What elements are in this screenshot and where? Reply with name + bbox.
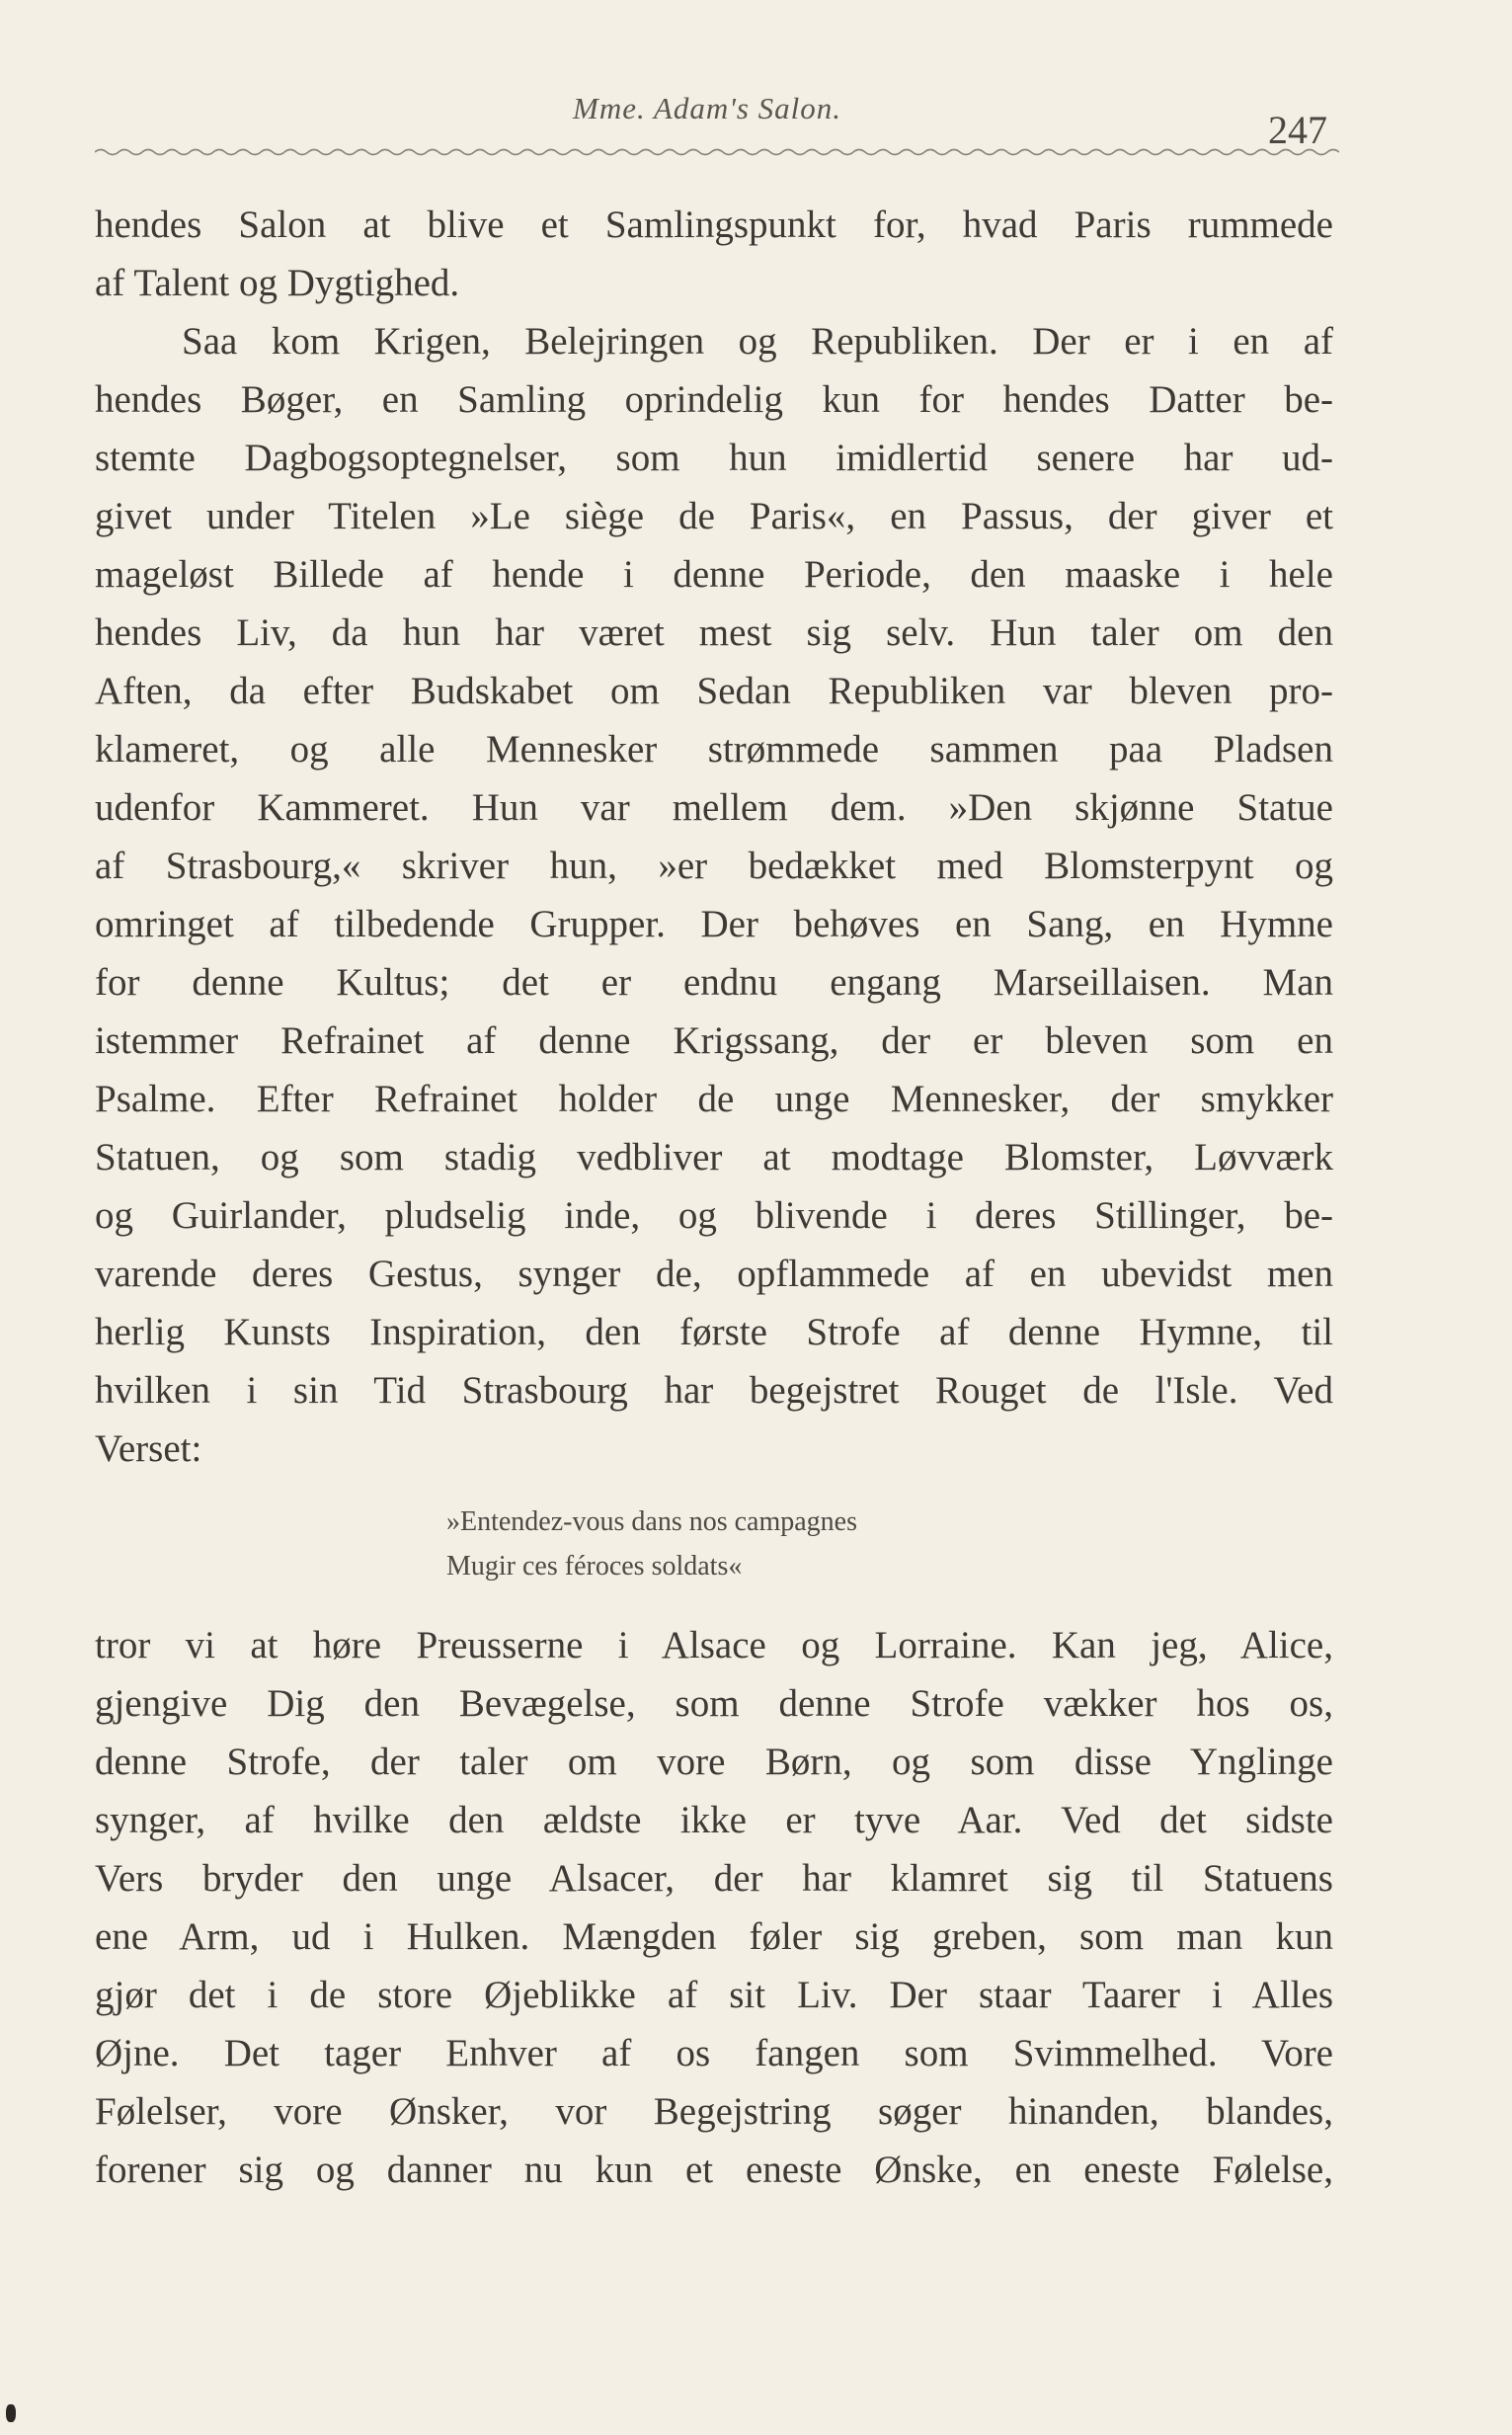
text-line: klameret, og alle Mennesker strømmede sammen paa Pladsen [95, 728, 1333, 771]
text-line: istemmer Refrainet af denne Krigssang, der er bleven som en [95, 1019, 1333, 1062]
text-line: denne Strofe, der taler om vore Børn, og som disse Ynglinge [95, 1741, 1333, 1783]
text-line: gjør det i de store Øjeblikke af sit Liv. Der staar Taarer i Alles [95, 1974, 1333, 2016]
text-line: ene Arm, ud i Hulken. Mængden føler sig greben, som man kun [95, 1915, 1333, 1958]
text-line: Verset: [95, 1427, 202, 1470]
text-line: af Talent og Dygtighed. [95, 262, 460, 304]
text-line: hvilken i sin Tid Strasbourg har begejstret Rouget de l'Isle. Ved [95, 1369, 1333, 1412]
verse-line: Mugir ces féroces soldats« [446, 1551, 743, 1582]
text-line: tror vi at høre Preusserne i Alsace og Lorraine. Kan jeg, Alice, [95, 1624, 1333, 1666]
text-line: forener sig og danner nu kun et eneste Ønske, en eneste Følelse, [95, 2149, 1333, 2191]
text-line: Saa kom Krigen, Belejringen og Republiken. Der er i en af [182, 320, 1333, 363]
text-line: for denne Kultus; det er endnu engang Marseillaisen. Man [95, 961, 1333, 1004]
text-line: Følelser, vore Ønsker, vor Begejstring søger hinanden, blandes, [95, 2090, 1333, 2133]
verse-quote [446, 1500, 857, 1588]
text-line: herlig Kunsts Inspiration, den første Strofe af denne Hymne, til [95, 1311, 1333, 1353]
text-line: Statuen, og som stadig vedbliver at modtage Blomster, Løvværk [95, 1136, 1333, 1178]
text-line: gjengive Dig den Bevægelse, som denne Strofe vækker hos os, [95, 1682, 1333, 1725]
text-line: hendes Bøger, en Samling oprindelig kun for hendes Datter be- [95, 378, 1333, 421]
text-line: hendes Liv, da hun har været mest sig selv. Hun taler om den [95, 611, 1333, 654]
text-line: mageløst Billede af hende i denne Periode, den maaske i hele [95, 553, 1333, 596]
running-title: Mme. Adam's Salon. [573, 91, 842, 125]
text-line: Øjne. Det tager Enhver af os fangen som Svimmelhed. Vore [95, 2032, 1333, 2074]
text-line: synger, af hvilke den ældste ikke er tyve Aar. Ved det sidste [95, 1799, 1333, 1841]
verse-line: »Entendez-vous dans nos campagnes [446, 1506, 857, 1537]
page-number: 247 [1268, 108, 1327, 152]
text-line: omringet af tilbedende Grupper. Der behøves en Sang, en Hymne [95, 903, 1333, 945]
text-line: varende deres Gestus, synger de, opflammede af en ubevidst men [95, 1253, 1333, 1295]
text-line: givet under Titelen »Le siège de Paris«, en Passus, der giver et [95, 495, 1333, 537]
text-line: Psalme. Efter Refrainet holder de unge Mennesker, der smykker [95, 1078, 1333, 1120]
text-block-bottom [95, 1616, 1333, 2199]
text-line: af Strasbourg,« skriver hun, »er bedækket med Blomsterpynt og [95, 845, 1333, 887]
text-line: Vers bryder den unge Alsacer, der har klamret sig til Statuens [95, 1857, 1333, 1900]
text-line: udenfor Kammeret. Hun var mellem dem. »Den skjønne Statue [95, 786, 1333, 829]
scan-speck [6, 2404, 16, 2422]
text-line: stemte Dagbogsoptegnelser, som hun imidlertid senere har ud- [95, 437, 1333, 479]
text-line: Aften, da efter Budskabet om Sedan Republiken var bleven pro- [95, 670, 1333, 712]
text-line: og Guirlander, pludselig inde, og blivende i deres Stillinger, be- [95, 1194, 1333, 1237]
text-block-top [95, 196, 1333, 1478]
decorative-wavy-rule [95, 144, 1339, 160]
text-line: hendes Salon at blive et Samlingspunkt for, hvad Paris rummede [95, 203, 1333, 246]
